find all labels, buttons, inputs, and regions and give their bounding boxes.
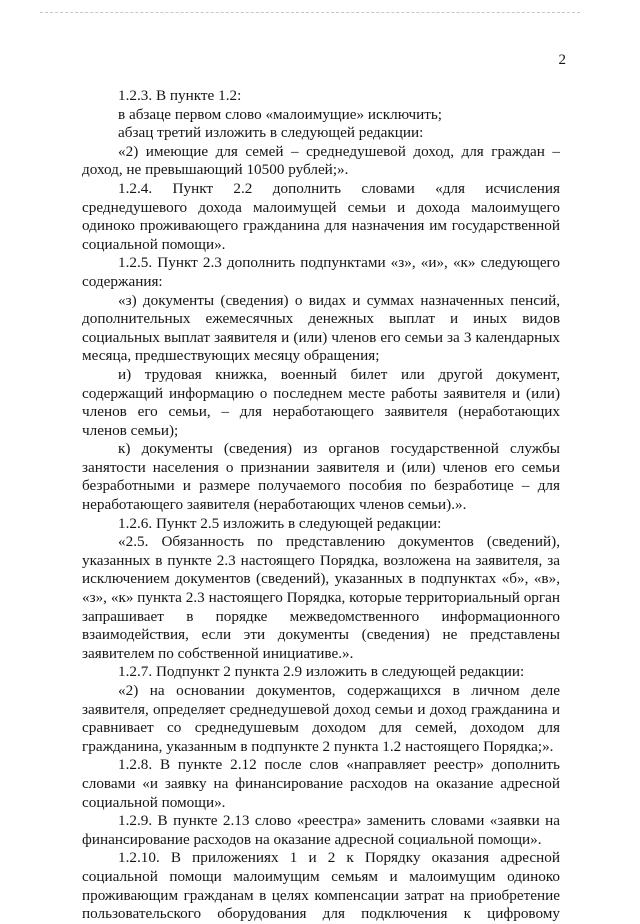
paragraph-1-2-10: 1.2.10. В приложениях 1 и 2 к Порядку оказания адресной социальной помощи малоимущим семьям и малоимущим одиноко проживающим гражданам в целях компенсации затрат на приобретение пользовательского оборудования для подключения к цифровому bbox=[82, 849, 560, 923]
paragraph-abzac-3: абзац третий изложить в следующей редакции: bbox=[118, 124, 424, 142]
paragraph-quote-2: «2) имеющие для семей – среднедушевой доход, для граждан – доход, не превышающий 10500 рублей;». bbox=[82, 142, 560, 179]
document-body bbox=[82, 87, 560, 924]
paragraph-quote-2-9: «2) на основании документов, содержащихся в личном деле заявителя, определяет среднедушевой доход семьи и доход гражданина и сравнивает со среднедушевым доходом для семей, доходом для гражданина, указанным в подпункте 2 пункта 1.2 настоящего Порядка;». bbox=[82, 682, 560, 755]
paragraph-subitem-k: к) документы (сведения) из органов государственной службы занятости населения о признании заявителя и (или) членов его семьи безработными и размере получаемого пособия по безработице – для неработающего заявителя (неработающих членов семьи).». bbox=[82, 440, 560, 514]
paragraph-1-2-6: 1.2.6. Пункт 2.5 изложить в следующей редакции: bbox=[118, 514, 442, 532]
page-number: 2 bbox=[558, 52, 566, 68]
scan-artifact-line bbox=[40, 12, 580, 14]
paragraph-1-2-4: 1.2.4. Пункт 2.2 дополнить словами «для исчисления среднедушевого дохода малоимущей семьи и дохода малоимущего одиноко проживающего гражданина для назначения им государственной социальной помощи». bbox=[82, 179, 560, 253]
paragraph-subitem-i: и) трудовая книжка, военный билет или другой документ, содержащий информацию о последнем месте работы заявителя и (или) членов его семьи, – для неработающего заявителя (неработающих членов семьи); bbox=[82, 365, 560, 439]
paragraph-quote-2-5: «2.5. Обязанность по представлению документов (сведений), указанных в пункте 2.3 настоящего Порядка, возложена на заявителя, за исключением документов (сведений), указанных в подпунктах «б», «в», «з», «к» пункта 2.3 настоящего Порядка, которые территориальный орган запрашивает в порядке межведомственного информационного взаимодействия, если эти документы (сведения) не представлены заявителем по собственной инициативе.». bbox=[82, 533, 560, 662]
paragraph-abzac-1: в абзаце первом слово «малоимущие» исключить; bbox=[118, 105, 443, 123]
paragraph-1-2-3: 1.2.3. В пункте 1.2: bbox=[118, 87, 242, 104]
paragraph-1-2-8: 1.2.8. В пункте 2.12 после слов «направляет реестр» дополнить словами «и заявку на финансирование расходов на оказание адресной социальной помощи». bbox=[82, 756, 560, 811]
paragraph-subitem-z: «з) документы (сведения) о видах и суммах назначенных пенсий, дополнительных ежемесячных денежных выплат и иных видов социальных выплат заявителя и (или) членов его семьи за 3 календарных месяца, предшествующих месяцу обращения; bbox=[82, 291, 560, 365]
paragraph-1-2-5: 1.2.5. Пункт 2.3 дополнить подпунктами «з», «и», «к» следующего содержания: bbox=[82, 254, 560, 290]
paragraph-1-2-7: 1.2.7. Подпункт 2 пункта 2.9 изложить в следующей редакции: bbox=[118, 663, 525, 681]
paragraph-1-2-9: 1.2.9. В пункте 2.13 слово «реестра» заменить словами «заявки на финансирование расходов на оказание адресной социальной помощи». bbox=[82, 812, 560, 848]
